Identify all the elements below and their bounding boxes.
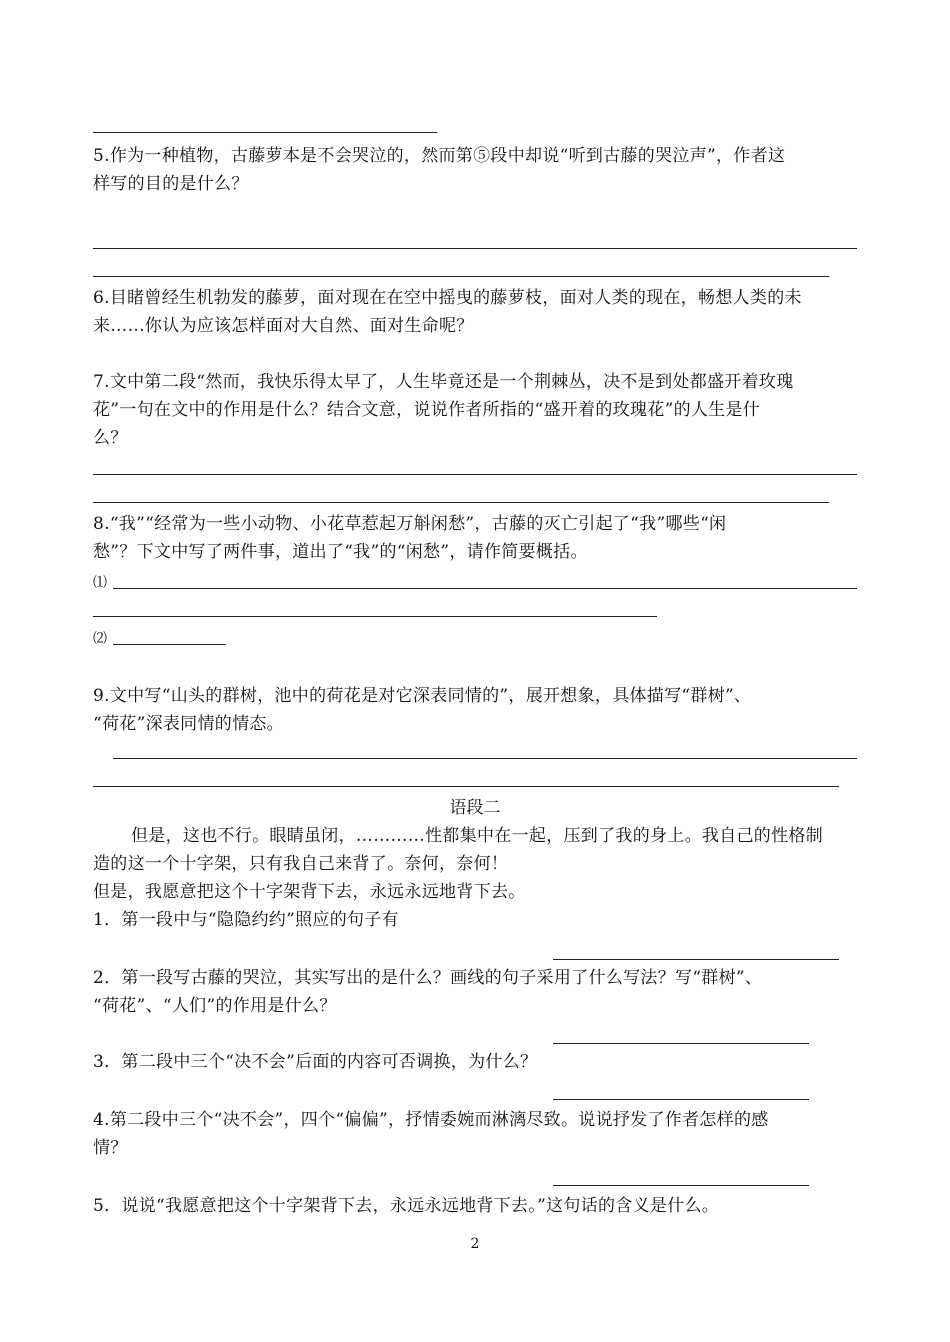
answer-line[interactable]: [93, 248, 857, 249]
section2-question-2-line-1: 2．第一段写古藤的哭泣，其实写出的是什么？画线的句子采用了什么写法？写“群树”、: [93, 968, 763, 988]
answer-line[interactable]: [93, 132, 437, 133]
section2-question-1: 1．第一段中与“隐隐约约”照应的句子有: [93, 910, 399, 930]
answer-line[interactable]: [93, 276, 829, 277]
question-7-line-1: 7.文中第二段“然而，我快乐得太早了，人生毕竟还是一个荆棘丛，决不是到处都盛开着玫瑰: [93, 372, 794, 392]
question-5-line-1: 5.作为一种植物，古藤萝本是不会哭泣的，然而第⑤段中却说“听到古藤的哭泣声”，作者这: [93, 146, 786, 166]
passage-line-2: 造的这一个十字架，只有我自己来背了。奈何，奈何！: [93, 854, 509, 874]
answer-line[interactable]: [93, 786, 839, 787]
answer-line[interactable]: [553, 1099, 809, 1100]
section-title: 语段二: [449, 798, 501, 818]
section2-question-4-line-2: 情？: [93, 1138, 128, 1158]
section2-question-5: 5．说说“我愿意把这个十字架背下去，永远永远地背下去。”这句话的含义是什么。: [93, 1196, 720, 1216]
passage-line-1: 但是，这也不行。眼睛虽闭，…………性都集中在一起，压到了我的身上。我自己的性格制: [131, 826, 823, 846]
section2-question-3: 3．第二段中三个“决不会”后面的内容可否调换，为什么？: [93, 1052, 538, 1072]
passage-line-3: 但是，我愿意把这个十字架背下去，永远永远地背下去。: [93, 882, 526, 902]
answer-line[interactable]: [113, 758, 857, 759]
page-number: 2: [470, 1236, 480, 1252]
answer-line[interactable]: [553, 1043, 809, 1044]
question-7-line-3: 么？: [93, 428, 128, 448]
question-9-line-1: 9.文中写“山头的群树，池中的荷花是对它深表同情的”，展开想象，具体描写“群树”、: [93, 686, 752, 706]
section2-question-4-line-1: 4.第二段中三个“决不会”，四个“偏偏”，抒情委婉而淋漓尽致。说说抒发了作者怎样的感: [93, 1110, 769, 1130]
answer-label-1: ⑴: [93, 575, 107, 591]
question-8-line-1: 8.“我”“经常为一些小动物、小花草惹起万斛闲愁”，古藤的灭亡引起了“我”哪些“闲: [93, 514, 727, 534]
question-9-line-2: “荷花”深表同情的情态。: [93, 714, 284, 734]
question-6-line-2: 来……你认为应该怎样面对大自然、面对生命呢？: [93, 316, 474, 336]
answer-line[interactable]: [93, 616, 657, 617]
answer-line[interactable]: [113, 644, 226, 645]
question-7-line-2: 花”一句在文中的作用是什么？结合文意，说说作者所指的“盛开着的玫瑰花”的人生是什: [93, 400, 761, 420]
answer-line[interactable]: [553, 959, 839, 960]
answer-line[interactable]: [553, 1185, 809, 1186]
question-6-line-1: 6.目睹曾经生机勃发的藤萝，面对现在在空中摇曳的藤萝枝，面对人类的现在，畅想人类的未: [93, 288, 802, 308]
question-5-line-2: 样写的目的是什么？: [93, 174, 249, 194]
answer-label-2: ⑵: [93, 631, 107, 647]
answer-line[interactable]: [93, 502, 829, 503]
section2-question-2-line-2: “荷花”、“人们”的作用是什么？: [93, 996, 337, 1016]
question-8-line-2: 愁”？下文中写了两件事，道出了“我”的“闲愁”，请作简要概括。: [93, 542, 588, 562]
answer-line[interactable]: [113, 588, 857, 589]
answer-line[interactable]: [93, 474, 857, 475]
